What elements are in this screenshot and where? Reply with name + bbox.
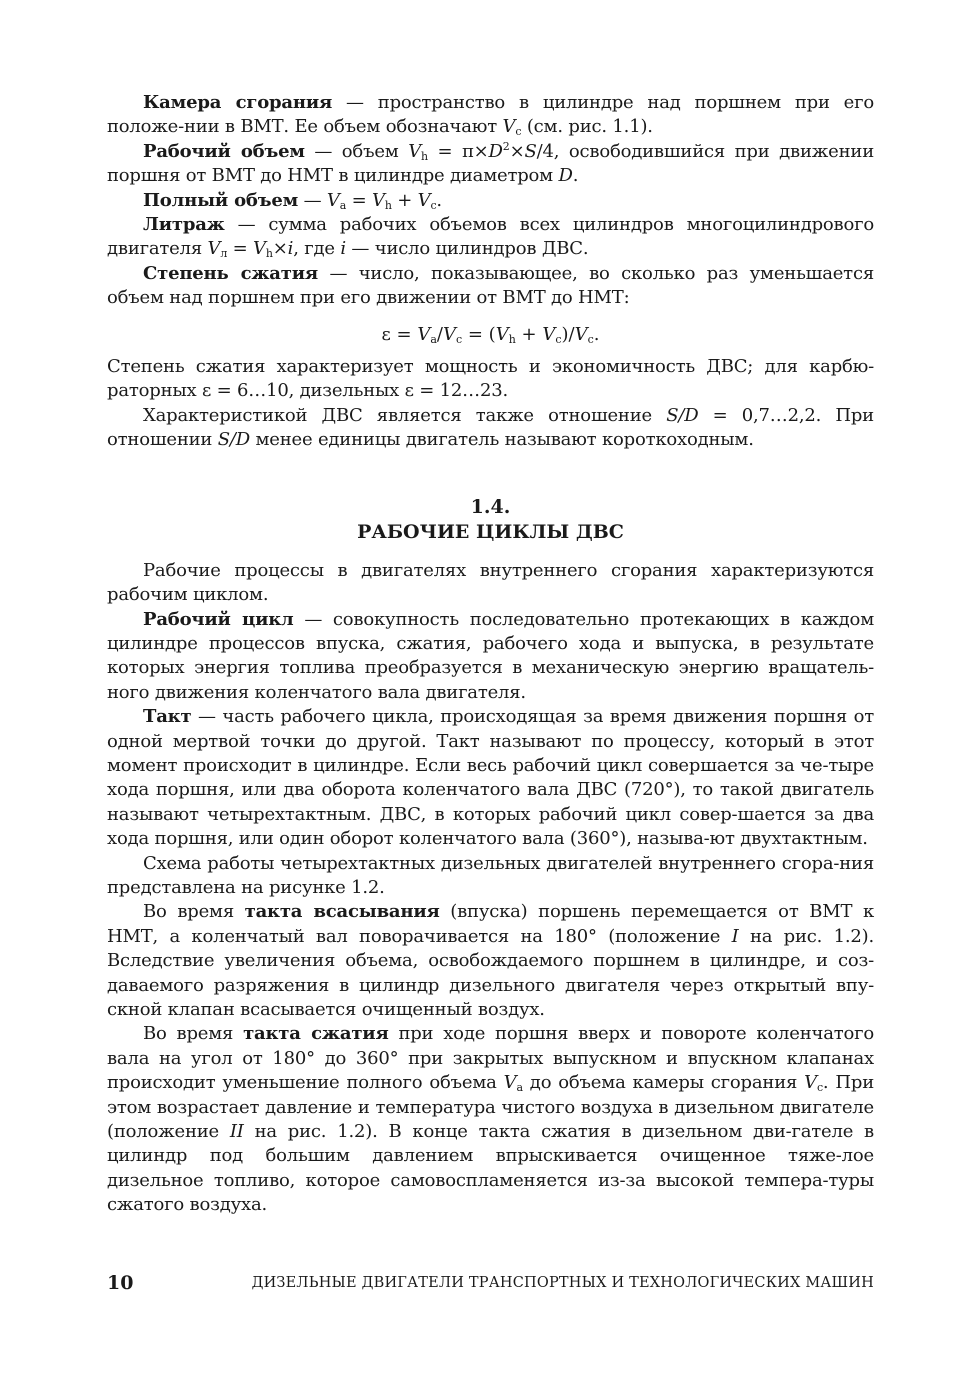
variable: V	[207, 238, 221, 260]
paragraph-text: менее единицы двигатель называют короткоходным.	[249, 429, 754, 451]
subscript: a	[339, 198, 347, 212]
formula-text: +	[515, 323, 543, 345]
paragraph-text: = 0,7…2,2. При отношении	[107, 404, 874, 451]
formula-text: ε =	[381, 323, 418, 345]
formula-text: = (	[462, 323, 496, 345]
page-number: 10	[107, 1272, 134, 1294]
formula-text: .	[593, 323, 600, 345]
paragraph-text: Во время	[143, 1023, 244, 1045]
paragraph-text: на рис. 1.2). Вследствие увеличения объема, освобождаемого поршнем в цилиндре, и соз-даваемого разряжения в цилиндр дизельного двигателя через открытый впу-скной клапан всасывается очищенный воздух.	[107, 925, 874, 1020]
paragraph-compression-values: Степень сжатия характеризует мощность и экономичность ДВС; для карбю-раторных ε = 6…10, дизельных ε = 12…23.	[107, 356, 874, 402]
roman-numeral: II	[229, 1121, 244, 1143]
variable: V	[253, 238, 266, 260]
paragraph-text: — объем	[304, 140, 409, 162]
paragraph-text: Во время	[143, 901, 245, 923]
paragraph-total-volume	[107, 189, 874, 213]
paragraph-text: (см. рис. 1.1).	[521, 116, 653, 138]
paragraph-text: —	[298, 189, 327, 211]
variable: V	[503, 1072, 517, 1094]
running-title: ДИЗЕЛЬНЫЕ ДВИГАТЕЛИ ТРАНСПОРТНЫХ И ТЕХНОЛОГИЧЕСКИХ МАШИН	[251, 1275, 874, 1291]
variable: V	[326, 189, 340, 211]
paragraph-compression-stroke	[107, 1022, 874, 1217]
subscript: a	[430, 332, 437, 346]
variable: V	[417, 323, 431, 345]
paragraph-stroke	[107, 705, 874, 851]
section-number: 1.4.	[470, 495, 511, 518]
subscript: c	[455, 332, 463, 346]
paragraph-text: — пространство в цилиндре над поршнем при его положе-нии в ВМТ. Ее объем обозначают	[107, 92, 874, 138]
paragraph-displacement	[107, 213, 874, 262]
subscript: c	[555, 332, 562, 346]
formula-text: )/	[561, 323, 575, 345]
paragraph-text: = π×	[427, 140, 489, 162]
subscript: h	[508, 332, 516, 346]
paragraph-scheme: Схема работы четырехтактных дизельных двигателей внутреннего сгора-ния представлена на рисунке 1.2.	[107, 852, 874, 898]
paragraph-text: при ходе поршня вверх и повороте коленчатого вала на угол от 180° до 360° при закрытых выпускном и впускном клапанах происходит уменьшение полного объема	[107, 1023, 875, 1094]
term-stroke: Такт	[143, 706, 192, 728]
paragraph-text: .	[572, 165, 579, 187]
subscript: c	[816, 1081, 823, 1095]
paragraph-intake-stroke	[107, 900, 874, 1022]
variable: S	[524, 140, 537, 162]
paragraph-text: на рис. 1.2). В конце такта сжатия в дизельном дви-гателе в цилиндр под большим давлением впрыскивается очищенное тяже-лое дизельное топливо, которое самовоспламеняется из-за высокой темпера-туры сжатого воздуха.	[107, 1121, 874, 1216]
paragraph-text: Характеристикой ДВС является также отношение	[143, 404, 667, 426]
variable: V	[372, 189, 385, 211]
paragraph-text: — совокупность последовательно протекающих в каждом цилиндре процессов впуска, сжатия, рабочего хода и выпуска, в результате которых энергия топлива преобразуется в механическую энергию вращатель-ного движения коленчатого вала двигателя.	[107, 608, 874, 703]
variable: i	[287, 238, 294, 260]
term-working-cycle: Рабочий цикл	[143, 608, 294, 630]
paragraph-combustion-chamber	[107, 91, 874, 140]
paragraph-text: . При этом возрастает давление и температура чистого воздуха в дизельном двигателе (положение	[107, 1072, 875, 1143]
paragraph-text: .	[436, 189, 442, 211]
variable: D	[558, 165, 573, 187]
formula-compression-ratio	[107, 323, 874, 347]
term-working-volume: Рабочий объем	[143, 140, 305, 162]
subscript: h	[421, 149, 428, 163]
paragraph-text: — число цилиндров ДВС.	[345, 238, 589, 260]
variable: i	[340, 238, 346, 260]
subscript: c	[515, 125, 522, 139]
paragraph-text: ×	[272, 238, 288, 260]
variable: S/D	[217, 429, 250, 451]
paragraph-text: — сумма рабочих объемов всех цилиндров многоцилиндрового двигателя	[107, 214, 874, 260]
superscript: 2	[502, 139, 510, 153]
term-intake-stroke: такта всасывания	[244, 901, 440, 923]
variable: V	[417, 189, 431, 211]
paragraph-text: +	[391, 189, 418, 211]
paragraph-working-cycle	[107, 608, 874, 706]
roman-numeral: I	[731, 925, 739, 947]
section-heading	[107, 495, 874, 545]
term-compression-stroke: такта сжатия	[243, 1023, 389, 1045]
paragraph-text: =	[227, 238, 254, 260]
paragraph-text: до объема камеры сгорания	[522, 1072, 805, 1094]
subscript: c	[587, 332, 594, 346]
paragraph-working-volume	[107, 140, 874, 189]
formula-text: /	[436, 323, 443, 345]
subscript: c	[430, 198, 437, 212]
subscript: h	[265, 247, 273, 261]
variable: V	[804, 1072, 817, 1094]
term-combustion-chamber: Камера сгорания	[143, 92, 333, 113]
paragraph-stroke-bore-ratio	[107, 404, 874, 453]
paragraph-text: =	[346, 189, 372, 211]
variable: S/D	[666, 404, 699, 426]
paragraph-text: ×	[509, 140, 525, 162]
page-content	[107, 91, 874, 1218]
variable: V	[542, 323, 556, 345]
variable: V	[495, 323, 509, 345]
term-displacement: Литраж	[143, 214, 225, 236]
variable: V	[442, 323, 456, 345]
subscript: л	[220, 247, 228, 261]
subscript: a	[516, 1081, 523, 1095]
variable: V	[574, 323, 588, 345]
term-total-volume: Полный объем	[143, 189, 299, 211]
paragraph-working-processes: Рабочие процессы в двигателях внутреннего сгорания характеризуются рабочим циклом.	[107, 559, 874, 606]
section-title: РАБОЧИЕ ЦИКЛЫ ДВС	[357, 520, 624, 543]
paragraph-text: — часть рабочего цикла, происходящая за время движения поршня от одной мертвой точки до другой. Такт называют по процессу, который в этот момент происходит в цилиндре. Если весь рабочий цикл совершается за че-тыре хода поршня, или два оборота коленчатого вала ДВС (720°), то такой двигатель называют четырехтактным. ДВС, в которых рабочий цикл совер-шается за два хода поршня, или один оборот коленчатого вала (360°), называ-ют двухтактным.	[107, 706, 874, 850]
variable: V	[408, 140, 422, 162]
paragraph-text: , где	[293, 238, 341, 260]
variable: V	[502, 116, 516, 138]
variable: D	[488, 140, 503, 162]
paragraph-compression-ratio	[107, 262, 874, 311]
paragraph-text: (впуска) поршень перемещается от ВМТ к НМТ, а коленчатый вал поворачивается на 180° (положение	[107, 901, 874, 947]
paragraph-text: /4, освободившийся при движении поршня от ВМТ до НМТ в цилиндре диаметром	[107, 140, 874, 187]
page-footer	[107, 1272, 874, 1298]
subscript: h	[384, 198, 392, 212]
term-compression-ratio: Степень сжатия	[143, 262, 318, 284]
paragraph-text: — число, показывающее, во сколько раз уменьшается объем над поршнем при его движении от ВМТ до НМТ:	[107, 262, 874, 309]
